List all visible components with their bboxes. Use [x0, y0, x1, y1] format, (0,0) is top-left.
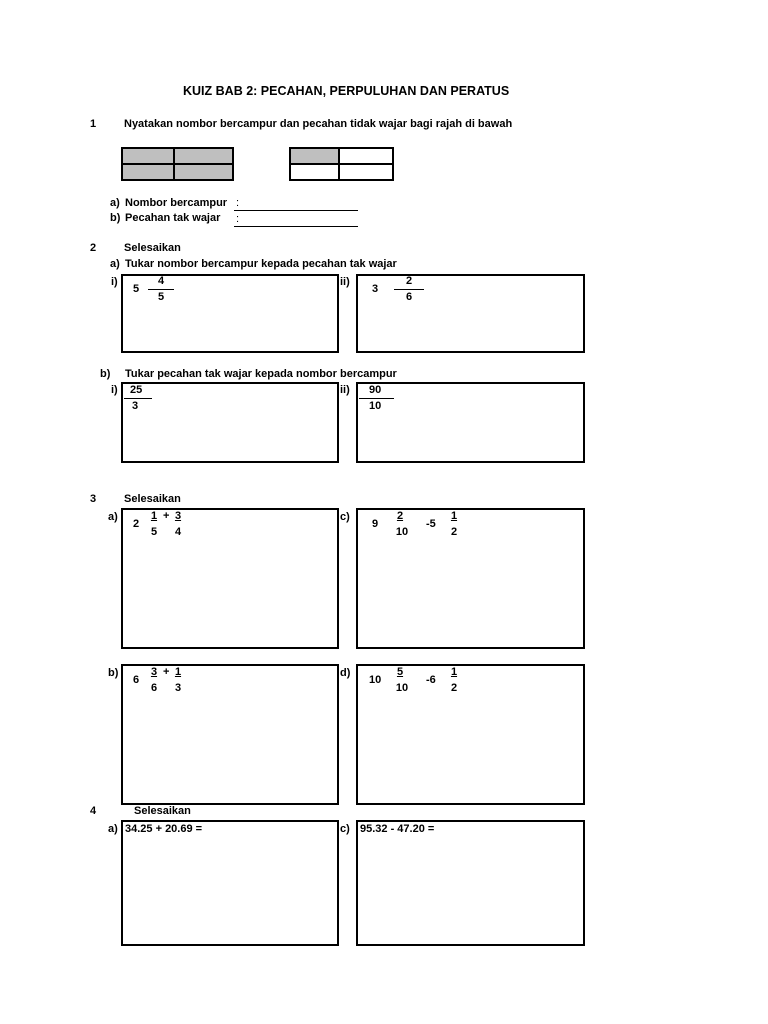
q3c-denominator-2: 2 — [450, 526, 458, 538]
q1-part-a-text: Nombor bercampur — [125, 197, 228, 209]
q3a-denominator-1: 5 — [150, 526, 158, 538]
q2a-label: a) — [110, 258, 120, 270]
q4c-answer-box[interactable] — [356, 820, 585, 946]
q2-number: 2 — [90, 242, 97, 254]
q3c-denominator-1: 10 — [395, 526, 409, 538]
q3c-whole-1: 9 — [372, 518, 379, 530]
q3d-numerator-2: 1 — [450, 666, 458, 678]
q3b-numerator-2: 1 — [174, 666, 182, 678]
q4-number: 4 — [90, 805, 97, 817]
q3d-answer-box[interactable] — [356, 664, 585, 805]
q3a-whole: 2 — [133, 518, 140, 530]
q4c-expression: 95.32 - 47.20 = — [360, 823, 435, 835]
q3d-numerator-1: 5 — [396, 666, 404, 678]
q2b-i-answer-box[interactable] — [121, 382, 339, 463]
q3c-answer-box[interactable] — [356, 508, 585, 649]
q3a-label: a) — [108, 511, 118, 523]
q2a-i-label: i) — [111, 276, 118, 288]
q3c-operator-whole: -5 — [426, 518, 436, 530]
q4c-label: c) — [340, 823, 350, 835]
q3b-whole: 6 — [133, 674, 140, 686]
q1-part-b-text: Pecahan tak wajar — [125, 212, 221, 224]
q3d-whole-1: 10 — [369, 674, 382, 686]
q2a-ii-fraction-bar — [394, 289, 424, 290]
q3b-label: b) — [108, 667, 119, 679]
q2a-i-numerator: 4 — [157, 275, 165, 287]
diagram2-cell-r2c2 — [340, 165, 392, 179]
quiz-title: KUIZ BAB 2: PECAHAN, PERPULUHAN DAN PERATUS — [183, 84, 510, 98]
q3-heading: Selesaikan — [124, 493, 181, 505]
q3b-denominator-2: 3 — [174, 682, 182, 694]
q2b-ii-label: ii) — [340, 384, 350, 396]
diagram1-cell-r2c2 — [175, 165, 232, 179]
q3a-operator: + — [163, 510, 170, 522]
q4a-answer-box[interactable] — [121, 820, 339, 946]
q2a-i-fraction-bar — [148, 289, 174, 290]
diagram2-cell-r1c2 — [340, 149, 392, 163]
q4a-expression: 34.25 + 20.69 = — [125, 823, 203, 835]
q2a-i-whole: 5 — [133, 283, 140, 295]
q2a-ii-whole: 3 — [372, 283, 379, 295]
q1-prompt: Nyatakan nombor bercampur dan pecahan tidak wajar bagi rajah di bawah — [124, 118, 513, 130]
q1-part-a-answer-line[interactable] — [234, 210, 358, 211]
q3d-denominator-2: 2 — [450, 682, 458, 694]
q3c-label: c) — [340, 511, 350, 523]
q1-part-a-colon: : — [236, 197, 240, 209]
q3-number: 3 — [90, 493, 97, 505]
q1-part-a-label: a) — [110, 197, 120, 209]
q2b-i-numerator: 25 — [130, 384, 143, 396]
q2b-i-fraction-bar — [124, 398, 152, 399]
q2a-ii-answer-box[interactable] — [356, 274, 585, 353]
q3b-denominator-1: 6 — [150, 682, 158, 694]
q2b-ii-fraction-bar — [359, 398, 394, 399]
q2a-ii-denominator: 6 — [405, 291, 413, 303]
q1-part-b-label: b) — [110, 212, 121, 224]
q2a-ii-label: ii) — [340, 276, 350, 288]
q2b-ii-numerator: 90 — [369, 384, 382, 396]
q2a-i-denominator: 5 — [157, 291, 165, 303]
q3a-numerator-2: 3 — [174, 510, 182, 522]
q1-part-b-answer-line[interactable] — [234, 226, 358, 227]
q3d-operator-whole: -6 — [426, 674, 436, 686]
q2b-i-label: i) — [111, 384, 118, 396]
q3c-numerator-1: 2 — [396, 510, 404, 522]
q3b-operator: + — [163, 666, 170, 678]
q3a-denominator-2: 4 — [174, 526, 182, 538]
diagram1-cell-r1c1 — [123, 149, 175, 163]
q4a-label: a) — [108, 823, 118, 835]
q2-heading: Selesaikan — [124, 242, 181, 254]
q2a-text: Tukar nombor bercampur kepada pecahan tak wajar — [125, 258, 397, 270]
q4-heading: Selesaikan — [134, 805, 191, 817]
q1-number: 1 — [90, 118, 97, 130]
q1-part-b-colon: : — [236, 213, 240, 225]
q3d-label: d) — [340, 667, 351, 679]
diagram2-cell-r1c1 — [291, 149, 340, 163]
q2b-text: Tukar pecahan tak wajar kepada nombor bercampur — [125, 368, 397, 380]
q2b-ii-answer-box[interactable] — [356, 382, 585, 463]
q2a-ii-numerator: 2 — [405, 275, 413, 287]
q2b-i-denominator: 3 — [132, 400, 139, 412]
diagram1-cell-r2c1 — [123, 165, 175, 179]
diagram1-cell-r1c2 — [175, 149, 232, 163]
q3d-denominator-1: 10 — [395, 682, 409, 694]
q3b-numerator-1: 3 — [150, 666, 158, 678]
q3a-numerator-1: 1 — [150, 510, 158, 522]
q2b-label: b) — [100, 368, 111, 380]
q2b-ii-denominator: 10 — [369, 400, 382, 412]
diagram2-cell-r2c1 — [291, 165, 340, 179]
q3c-numerator-2: 1 — [450, 510, 458, 522]
